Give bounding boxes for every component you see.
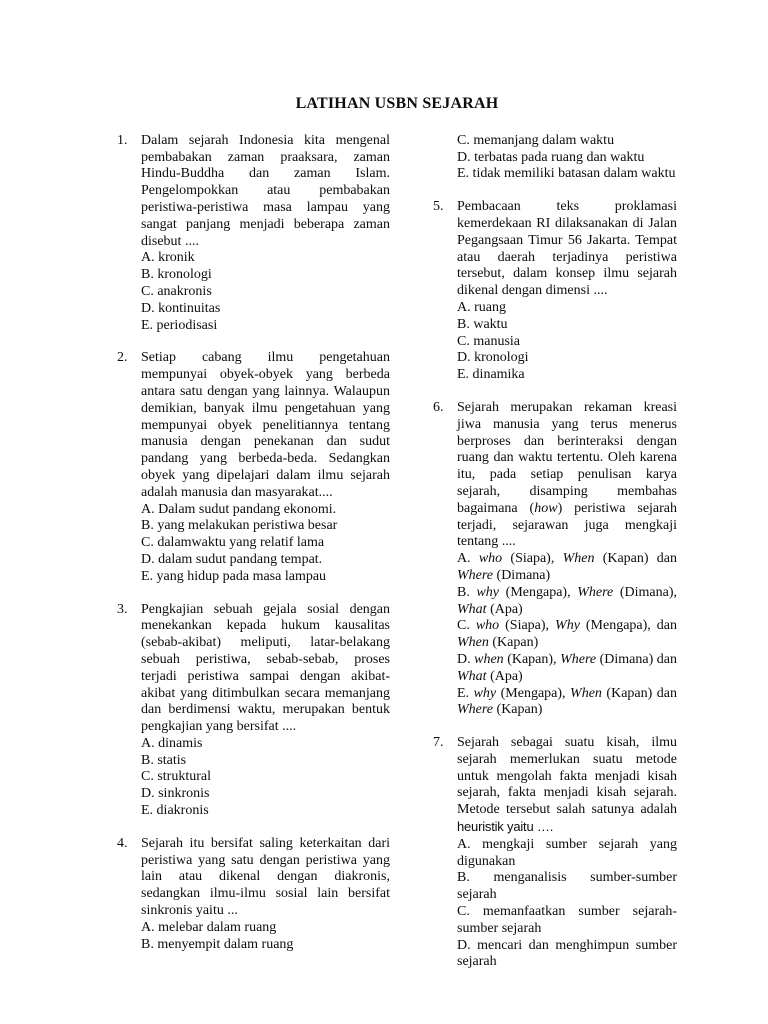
question-3-option-d: D. sinkronis xyxy=(141,786,210,802)
question-2-option-e: E. yang hidup pada masa lampau xyxy=(141,568,327,584)
question-2-option-b: B. yang melakukan peristiwa besar xyxy=(141,518,338,534)
question-4-option-e: E. tidak memiliki batasan dalam waktu xyxy=(457,166,676,182)
question-5-option-c: C. manusia xyxy=(457,333,520,349)
column-left xyxy=(117,133,390,970)
question-2-option-a: A. Dalam sudut pandang ekonomi. xyxy=(141,501,337,517)
question-5 xyxy=(433,199,677,384)
question-3 xyxy=(117,602,390,820)
page-title: LATIHAN USBN SEJARAH xyxy=(295,95,499,112)
question-3-text: Pengkajian sebuah gejala sosial dengan menekankan kepada hukum kausalitas (sebab-akibat) meliputi, latar-belakang sebuah peristiwa, sebab-sebab, proses terjadi peristiwa sampai dengan akibat-akibat yang ditimbulkan secara memanjang dan berdimensi waktu, merupakan bentuk pengkajian yang bersifat .... xyxy=(141,601,390,735)
question-6-option-e: E. why (Mengapa), When (Kapan) dan Where (Kapan) xyxy=(457,685,678,718)
question-7-option-a: A. mengkaji sumber sejarah yang digunakan xyxy=(457,836,677,869)
question-1-option-b: B. kronologi xyxy=(141,267,212,283)
question-2-option-c: C. dalamwaktu yang relatif lama xyxy=(141,535,325,551)
question-1 xyxy=(117,133,390,335)
question-3-option-b: B. statis xyxy=(141,752,187,768)
question-7-option-c: C. memanfaatkan sumber sejarah-sumber sejarah xyxy=(457,904,677,936)
question-4-number: 4. xyxy=(117,835,128,851)
question-4-text: Sejarah itu bersifat saling keterkaitan dari peristiwa yang satu dengan peristiwa yang lain atau dikenal dengan diakronis, sedangkan ilmu-ilmu sosial lain bersifat sinkronis yaitu ... xyxy=(141,835,390,919)
question-3-option-e: E. diakronis xyxy=(141,803,209,819)
question-1-option-d: D. kontinuitas xyxy=(141,300,221,316)
question-7-option-b: B. menganalisis sumber-sumber sejarah xyxy=(457,870,677,903)
question-1-option-c: C. anakronis xyxy=(141,283,212,299)
question-1-option-a: A. kronik xyxy=(141,250,195,266)
question-5-option-b: B. waktu xyxy=(457,316,508,332)
question-5-number: 5. xyxy=(433,199,444,215)
question-1-option-e: E. periodisasi xyxy=(141,317,218,333)
question-6-number: 6. xyxy=(433,399,444,415)
question-2-option-d: D. dalam sudut pandang tempat. xyxy=(141,551,323,567)
question-4-option-b: B. menyempit dalam ruang xyxy=(141,936,294,952)
column-right xyxy=(433,133,677,987)
question-7-option-d: D. mencari dan menghimpun sumber sejarah xyxy=(457,937,677,970)
two-column-layout xyxy=(117,133,677,987)
question-4-continued xyxy=(433,133,677,183)
question-4 xyxy=(117,836,390,954)
question-2 xyxy=(117,350,390,585)
question-6-text: Sejarah merupakan rekaman kreasi jiwa manusia yang terus menerus berproses dan berinteraksi dengan ruang dan waktu tertentu. Oleh karena itu, pada setiap penulisan karya sejarah, disamping membahas bagaimana (how) peristiwa sejarah terjadi, sejarawan juga mengkaji tentang .... xyxy=(457,399,678,550)
question-4-option-d: D. terbatas pada ruang dan waktu xyxy=(457,149,645,165)
question-6-option-b: B. why (Mengapa), Where (Dimana), What (Apa) xyxy=(457,584,677,617)
question-6 xyxy=(433,400,677,719)
question-7 xyxy=(433,735,677,971)
question-4-option-c: C. memanjang dalam waktu xyxy=(457,132,615,148)
question-5-option-a: A. ruang xyxy=(457,299,506,315)
question-6-option-a: A. who (Siapa), When (Kapan) dan Where (Dimana) xyxy=(457,551,677,583)
question-5-text: Pembacaan teks proklamasi kemerdekaan RI dilaksanakan di Jalan Pegangsaan Timur 56 Jakarta. Tempat atau daerah terjadinya peristiwa tersebut, dalam konsep ilmu sejarah dikenal dengan dimensi .... xyxy=(457,199,677,299)
question-6-option-d: D. when (Kapan), Where (Dimana) dan What (Apa) xyxy=(457,651,677,684)
question-5-option-e: E. dinamika xyxy=(457,367,525,383)
question-3-option-a: A. dinamis xyxy=(141,735,203,751)
question-3-option-c: C. struktural xyxy=(141,769,211,785)
question-4-option-a: A. melebar dalam ruang xyxy=(141,919,277,935)
question-6-option-c: C. who (Siapa), Why (Mengapa), dan When (Kapan) xyxy=(457,618,677,651)
question-2-text: Setiap cabang ilmu pengetahuan mempunyai obyek-obyek yang berbeda antara satu dengan yang lainnya. Walaupun demikian, banyak ilmu pengetahuan yang mempunyai obyek penelitiannya tentang manusia dengan penekanan dan sudut pandang yang berbeda-beda. Sedangkan obyek yang dipelajari dalam ilmu sejarah adalah manusia dan masyarakat.... xyxy=(141,350,390,500)
question-2-number: 2. xyxy=(117,350,128,366)
question-3-number: 3. xyxy=(117,601,128,617)
question-7-number: 7. xyxy=(433,735,444,751)
question-7-text: Sejarah sebagai suatu kisah, ilmu sejarah memerlukan suatu metode untuk mengolah fakta menjadi kisah sejarah, fakta menjadi kisah sejarah. Metode tersebut salah satunya adalah heuristik yaitu …. xyxy=(457,735,677,835)
question-5-option-d: D. kronologi xyxy=(457,350,529,366)
question-1-number: 1. xyxy=(117,132,128,148)
question-1-text: Dalam sejarah Indonesia kita mengenal pembabakan zaman praaksara, zaman Hindu-Buddha dan zaman Islam. Pengelompokkan atau pembabakan peristiwa-peristiwa masa lampau yang sangat panjang menjadi beberapa zaman disebut .... xyxy=(141,132,390,249)
